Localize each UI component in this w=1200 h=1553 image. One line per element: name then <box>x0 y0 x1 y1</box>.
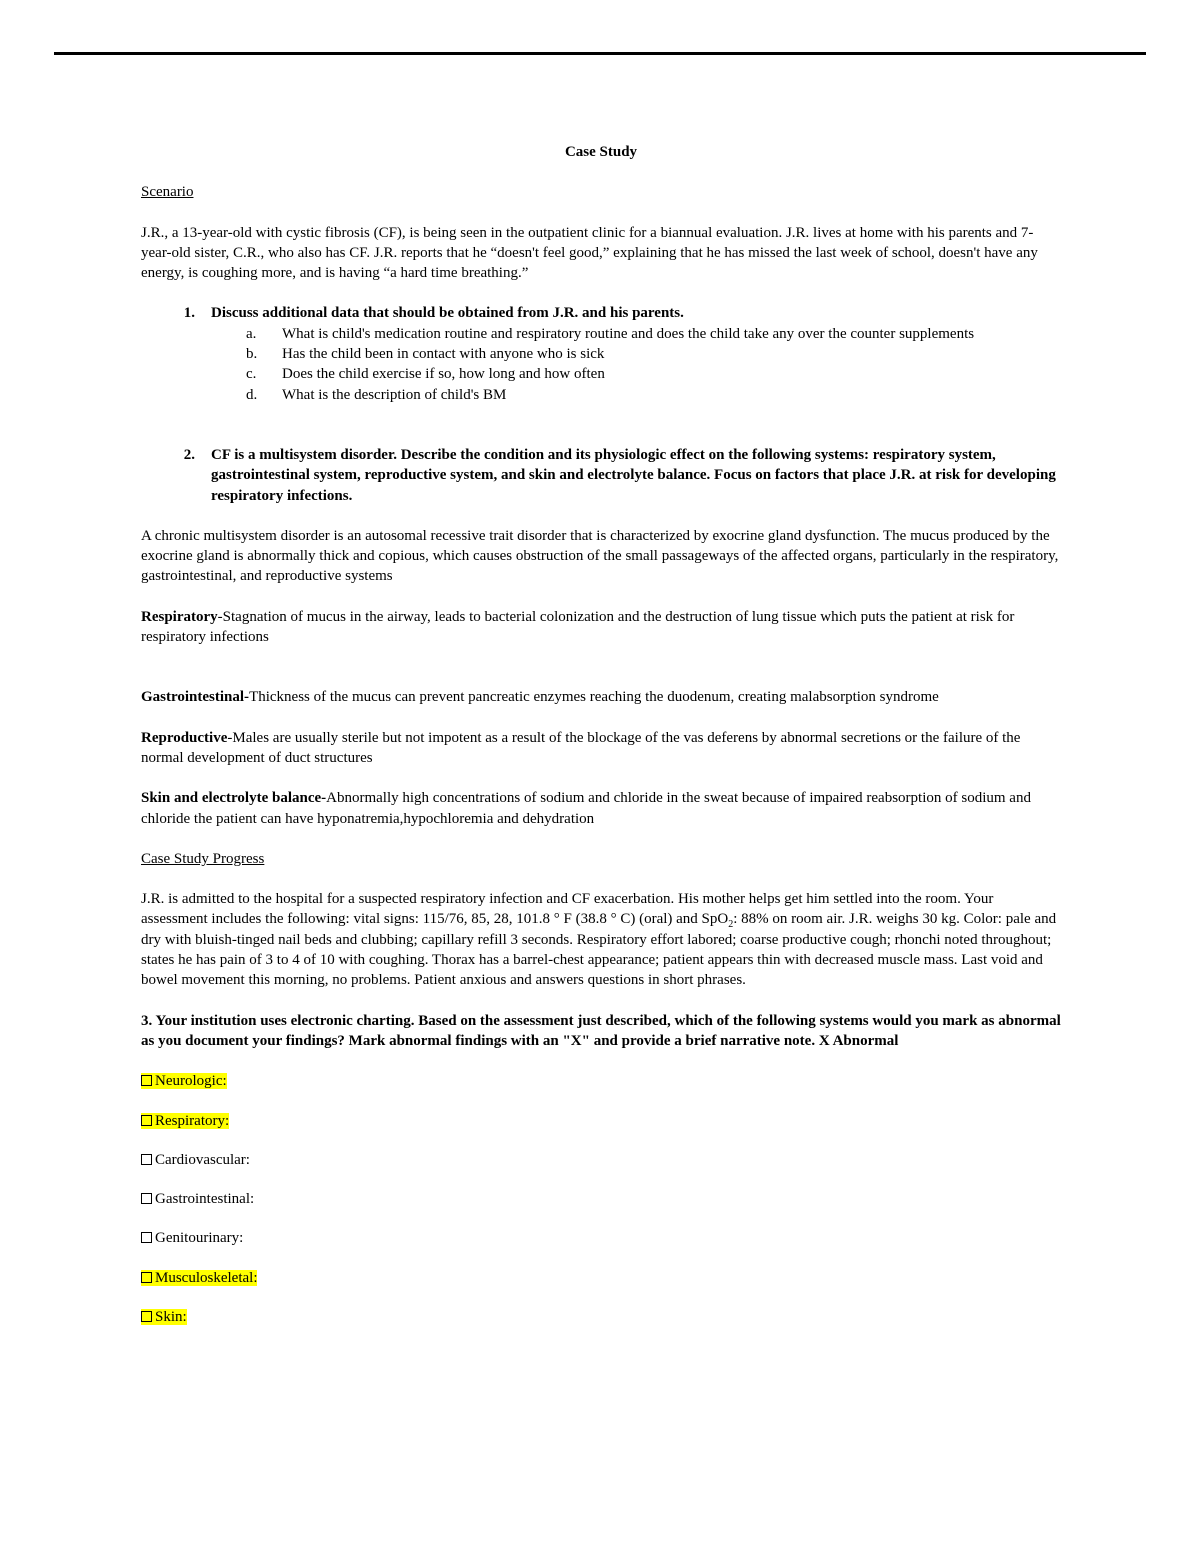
gastrointestinal-text: Thickness of the mucus can prevent pancreatic enzymes reaching the duodenum, creating malabsorption syndrome <box>249 689 939 706</box>
checkbox-icon[interactable] <box>141 1115 152 1126</box>
list-item-letter: c. <box>246 366 257 383</box>
question-2 <box>141 445 1061 506</box>
checklist-label: Cardiovascular: <box>155 1151 250 1168</box>
skin-electrolyte-label: Skin and electrolyte balance- <box>141 790 327 807</box>
highlight <box>141 1309 187 1325</box>
checklist-item-cardiovascular[interactable] <box>141 1150 1061 1170</box>
checklist-label: Genitourinary: <box>155 1230 244 1247</box>
skin-electrolyte-text: Abnormally high concentrations of sodium and chloride in the sweat because of impaired reabsorption of sodium and chloride the patient can have hyponatremia,hypochloremia and dehydration <box>141 790 1031 827</box>
highlight <box>141 1113 229 1129</box>
progress-text-part2: : 88% on room air. J.R. weighs 30 kg. Color: pale and dry with bluish-tinged nail beds and clubbing; capillary refill 3 seconds. Respiratory effort labored; coarse productive cough; rhonchi noted throughout; states he has pain of 3 to 4 of 10 with coughing. Thorax has a barrel-chest appearance; patient appears thin with decreased muscle mass. Last void and bowel movement this morning, no problems. Patient anxious and answers questions in short phrases. <box>141 911 1057 989</box>
checkbox-icon[interactable] <box>141 1272 152 1283</box>
highlight <box>141 1073 227 1089</box>
list-item-text: Has the child been in contact with anyone who is sick <box>282 346 605 363</box>
question-3-text: 3. Your institution uses electronic charting. Based on the assessment just described, which of the following systems would you mark as abnormal as you document your findings? Mark abnormal findings with an "X" and provide a brief narrative note. X Abnormal <box>141 1012 1061 1049</box>
checkbox-icon[interactable] <box>141 1075 152 1086</box>
list-item <box>246 385 1061 405</box>
list-item-text: Does the child exercise if so, how long and how often <box>282 366 605 383</box>
scenario-text: J.R., a 13-year-old with cystic fibrosis (CF), is being seen in the outpatient clinic for a biannual evaluation. J.R. lives at home with his parents and 7-year-old sister, C.R., who also has CF. J.R. reports that he “doesn't feel good,” explaining that he has missed the last week of school, doesn't have any energy, is coughing more, and is having “a hard time breathing.” <box>141 224 1038 282</box>
question-2-text: CF is a multisystem disorder. Describe the condition and its physiologic effect on the following systems: respiratory system, gastrointestinal system, reproductive system, and skin and electrolyte balance. Focus on factors that place J.R. at risk for developing respiratory infections. <box>211 446 1056 504</box>
question-1 <box>141 303 1061 323</box>
question-2-number: 2. <box>183 446 195 463</box>
progress-text <box>141 889 1061 990</box>
list-item-text: What is the description of child's BM <box>282 386 507 403</box>
checklist-item-skin[interactable] <box>141 1307 1061 1327</box>
reproductive-text: -Males are usually sterile but not impotent as a result of the blockage of the vas deferens by abnormal secretions or the failure of the normal development of duct structures <box>141 729 1021 766</box>
list-item-letter: b. <box>246 346 258 363</box>
checkbox-icon[interactable] <box>141 1232 152 1243</box>
document-body <box>141 142 1061 1346</box>
checklist-label: Neurologic: <box>155 1073 227 1090</box>
checkbox-icon[interactable] <box>141 1154 152 1165</box>
list-item <box>246 324 1061 344</box>
respiratory-text: -Stagnation of mucus in the airway, leads to bacterial colonization and the destruction of lung tissue which puts the patient at risk for respiratory infections <box>141 608 1015 646</box>
checklist-label: Gastrointestinal: <box>155 1191 255 1208</box>
checklist-label: Musculoskeletal: <box>155 1269 258 1286</box>
question-1-list <box>141 324 1061 405</box>
top-rule <box>54 52 1146 55</box>
list-item <box>246 344 1061 364</box>
question-1-number: 1. <box>183 305 195 322</box>
progress-text-part1: J.R. is admitted to the hospital for a suspected respiratory infection and CF exacerbation. His mother helps get him settled into the room. Your assessment includes the following: vital signs: 115/76, 85, 28, 101.8 ° F (38.8 ° C) (oral) and SpO <box>141 891 994 928</box>
checklist-label: Respiratory: <box>155 1112 230 1129</box>
answer-reproductive <box>141 728 1061 769</box>
respiratory-label: Respiratory <box>141 608 218 625</box>
checklist-item-neurologic[interactable] <box>141 1071 1061 1091</box>
reproductive-label: Reproductive <box>141 729 228 746</box>
answer-gastrointestinal <box>141 687 1061 707</box>
checklist-label: Skin: <box>155 1308 187 1325</box>
progress-subscript: 2 <box>728 919 734 931</box>
question-1-text: Discuss additional data that should be obtained from J.R. and his parents. <box>211 305 684 322</box>
checkbox-icon[interactable] <box>141 1311 152 1322</box>
highlight <box>141 1270 257 1286</box>
list-item <box>246 364 1061 384</box>
list-item-text: What is child's medication routine and respiratory routine and does the child take any over the counter supplements <box>282 325 975 342</box>
list-item-letter: d. <box>246 386 258 403</box>
systems-checklist <box>141 1071 1061 1327</box>
checklist-item-musculoskeletal[interactable] <box>141 1268 1061 1288</box>
answer-respiratory <box>141 607 1061 648</box>
checklist-item-respiratory[interactable] <box>141 1111 1061 1131</box>
list-item-letter: a. <box>246 325 257 342</box>
page-title: Case Study <box>564 144 638 160</box>
checkbox-icon[interactable] <box>141 1193 152 1204</box>
scenario-heading: Scenario <box>141 184 194 201</box>
checklist-item-genitourinary[interactable] <box>141 1228 1061 1248</box>
checklist-item-gastrointestinal[interactable] <box>141 1189 1061 1209</box>
gastrointestinal-label: Gastrointestinal- <box>141 689 250 706</box>
progress-heading: Case Study Progress <box>141 850 265 867</box>
answer-skin-electrolyte <box>141 788 1061 829</box>
answer-2-intro: A chronic multisystem disorder is an autosomal recessive trait disorder that is characterized by exocrine gland dysfunction. The mucus produced by the exocrine gland is abnormally thick and copious, which causes obstruction of the small passageways of the affected organs, particularly in the respiratory, gastrointestinal, and reproductive systems <box>141 527 1059 585</box>
